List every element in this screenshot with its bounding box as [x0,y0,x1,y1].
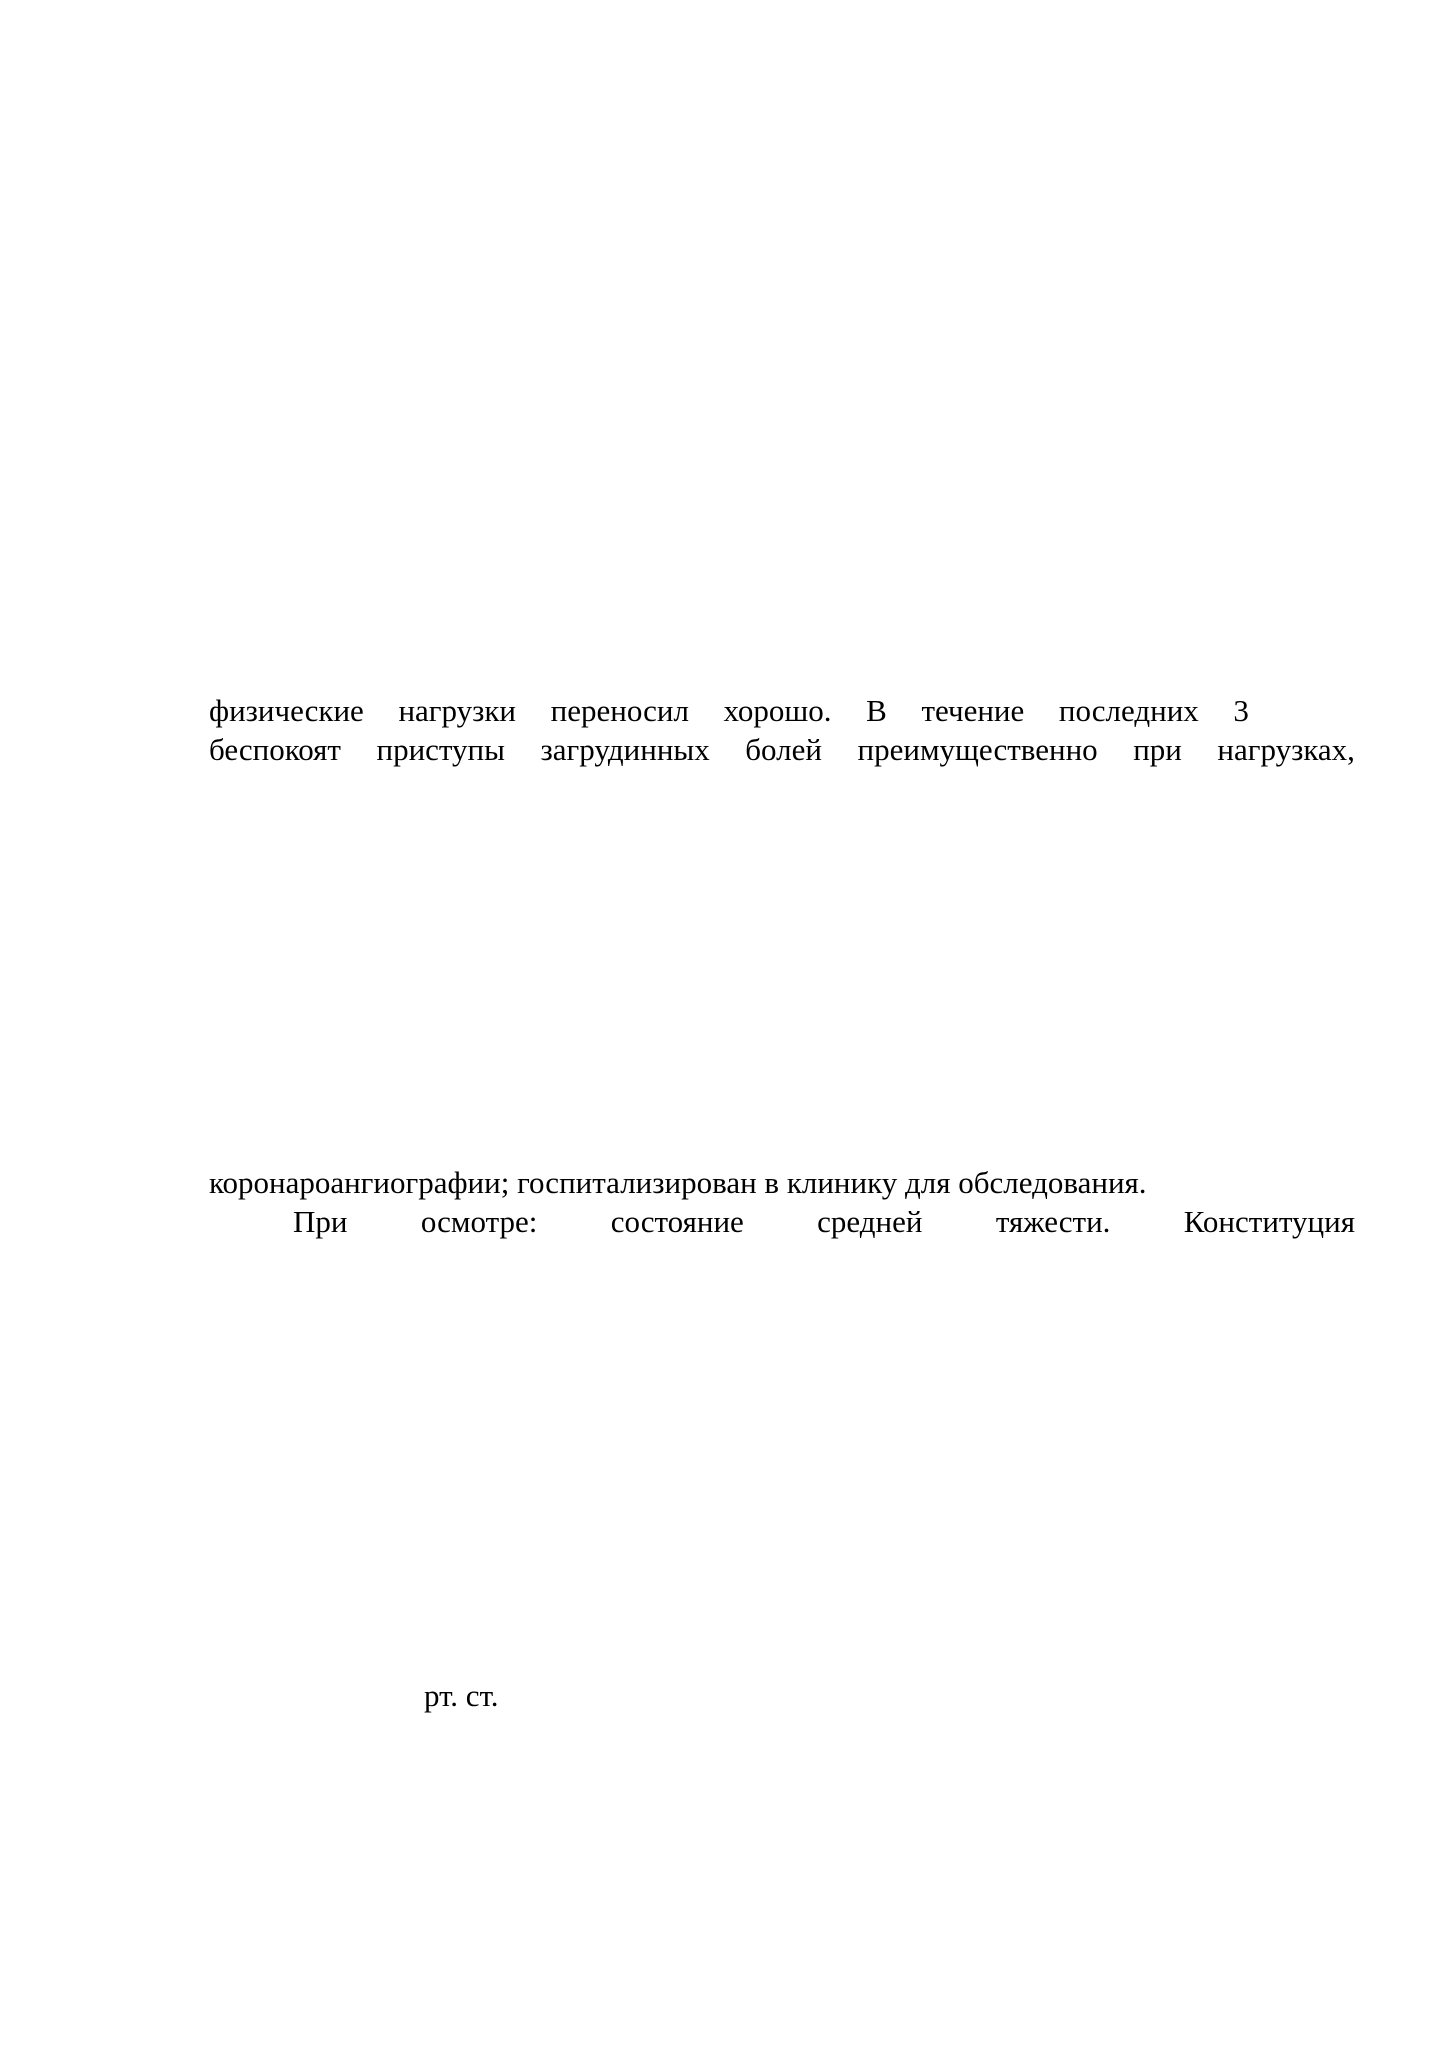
word: При [293,1204,348,1239]
word: средней [817,1204,923,1239]
word: последних [1058,693,1199,728]
word: приступы [376,732,505,767]
word: беспокоят [209,732,341,767]
word: 3 [1233,693,1249,728]
word: загрудинных [540,732,710,767]
word: осмотре: [420,1204,538,1239]
word: преимущественно [857,732,1098,767]
text-line-5: рт. ст. [424,1678,499,1713]
text-line-4 [293,1204,1355,1240]
text-line-1 [209,693,1249,729]
word: физические [209,693,364,728]
word: при [1133,732,1182,767]
word: В [866,693,887,728]
text-line-3: коронароангиографии; госпитализирован в клинику для обследования. [209,1165,1147,1200]
word: нагрузки [398,693,516,728]
word: переносил [550,693,689,728]
word: тяжести. [995,1204,1111,1239]
word: хорошо. [723,693,832,728]
word: нагрузках, [1217,732,1355,767]
word: Конституция [1183,1204,1355,1239]
word: болей [745,732,822,767]
word: состояние [610,1204,744,1239]
text-line-2 [209,732,1355,768]
word: течение [921,693,1025,728]
